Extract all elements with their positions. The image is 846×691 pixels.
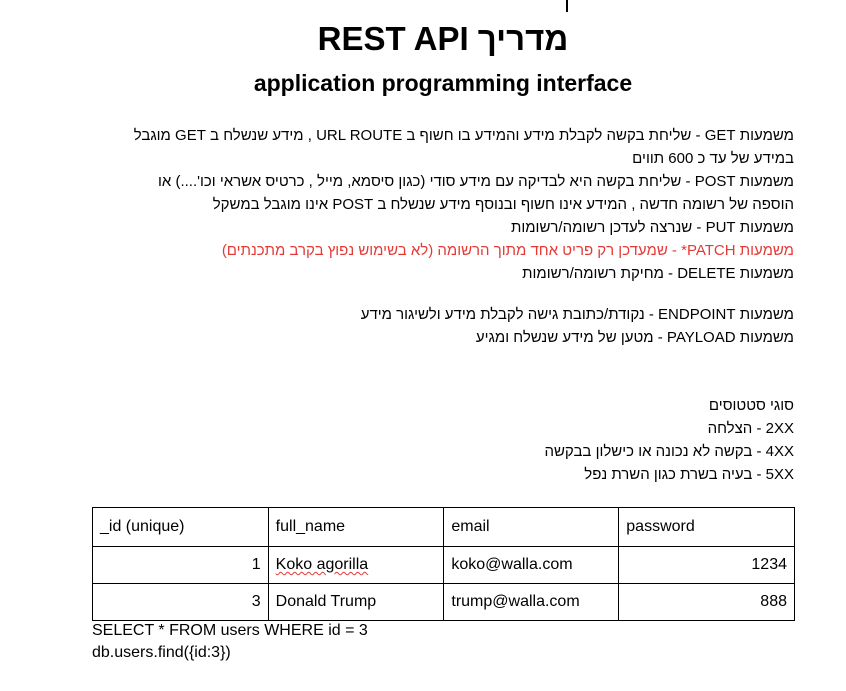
cell-email: koko@walla.com — [444, 547, 619, 584]
cell-id: 1 — [93, 547, 269, 584]
endpoint-line: משמעות ENDPOINT - נקודת/כתובת גישה לקבלת מידע ולשיגור מידע — [360, 306, 794, 323]
get-line-1: משמעות GET - שליחת בקשה לקבלת מידע והמידע בו חשוף ב URL ROUTE , מידע שנשלח ב GET מוגבל — [133, 127, 794, 144]
query-examples — [92, 620, 368, 664]
post-line-1: משמעות POST - שליחת בקשה היא לבדיקה עם מידע סודי (כגון סיסמא, מייל , כרטיס אשראי וכו'....) או — [157, 173, 794, 190]
table-row — [93, 584, 795, 621]
text-cursor — [566, 0, 568, 12]
cell-full-name — [268, 547, 444, 584]
status-section — [92, 394, 794, 486]
page-subtitle: application programming interface — [253, 70, 633, 96]
cell-password: 888 — [619, 584, 795, 621]
status-4xx: 4XX - בקשה לא נכונה או כישלון בבקשה — [544, 443, 794, 460]
post-line-2: הוספה של רשומה חדשה , המידע אינו חשוף ובנוסף מידע שנשלח ב POST אינו מוגבל במשקל — [212, 196, 794, 213]
cell-password: 1234 — [619, 547, 795, 584]
delete-line: משמעות DELETE - מחיקת רשומה/רשומות — [522, 265, 794, 282]
terms-section — [92, 303, 794, 349]
cell-id: 3 — [93, 584, 269, 621]
http-methods-section — [92, 124, 794, 285]
spellcheck-word: Koko agorilla — [275, 556, 369, 573]
users-table — [92, 507, 795, 621]
cell-full-name: Donald Trump — [268, 584, 444, 621]
header-full-name: full_name — [268, 508, 444, 547]
header-email: email — [444, 508, 619, 547]
sql-query: SELECT * FROM users WHERE id = 3 — [92, 622, 368, 639]
status-5xx: 5XX - בעיה בשרת כגון השרת נפל — [584, 466, 794, 483]
get-line-2: במידע של עד כ 600 תווים — [632, 150, 794, 167]
payload-line: משמעות PAYLOAD - מטען של מידע שנשלח ומגיע — [475, 329, 794, 346]
patch-line: משמעות PATCH* - שמעדכן רק פריט אחד מתוך הרשומה (לא בשימוש נפוץ בקרב מתכנתים) — [221, 242, 794, 259]
header-id: _id (unique) — [93, 508, 269, 547]
put-line: משמעות PUT - שנרצה לעדכן רשומה/רשומות — [510, 219, 794, 236]
header-password: password — [619, 508, 795, 547]
mongo-query: db.users.find({id:3}) — [92, 644, 231, 661]
table-row — [93, 547, 795, 584]
status-heading: סוגי סטטוסים — [708, 397, 794, 414]
cell-email: trump@walla.com — [444, 584, 619, 621]
page-title: מדריך REST API — [317, 20, 569, 57]
table-header-row — [93, 508, 795, 547]
status-2xx: 2XX - הצלחה — [707, 420, 794, 437]
